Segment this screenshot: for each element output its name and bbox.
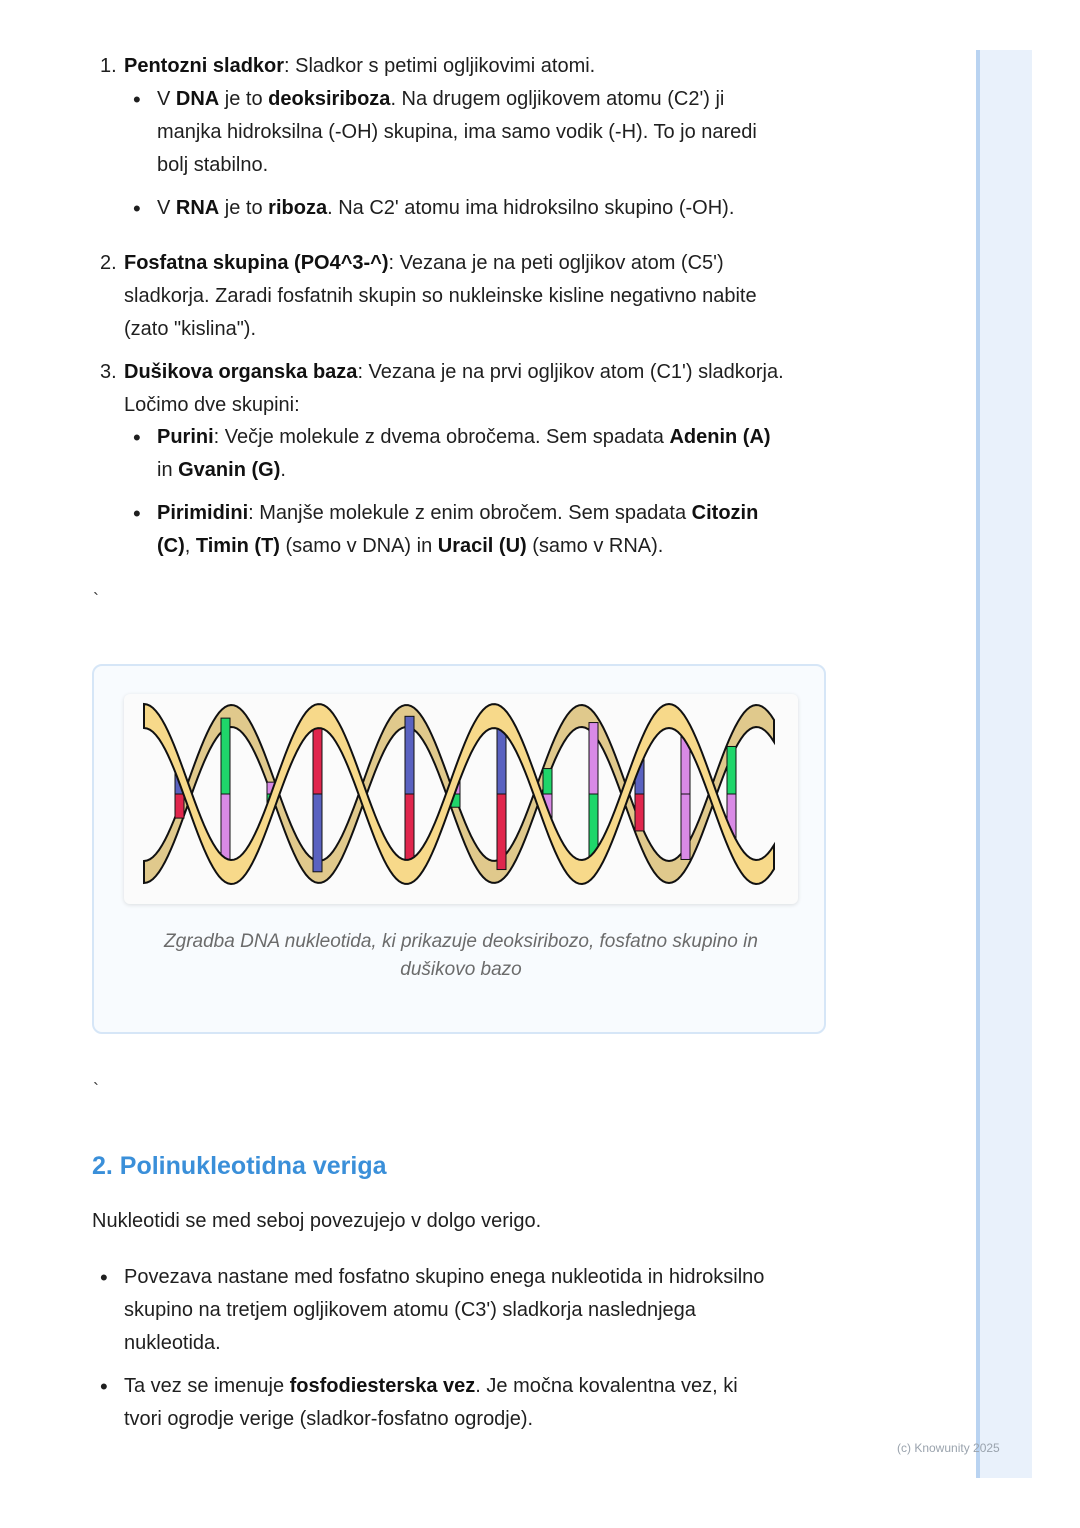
text: (samo v RNA). — [526, 535, 664, 557]
caption-line-2: dušikovo bazo — [400, 959, 522, 980]
base-pair-segment — [681, 794, 690, 859]
item2-line3: (zato "kislina"). — [124, 318, 257, 340]
bold-dna: DNA — [175, 88, 220, 110]
s2-bullet1-line3: nukleotida. — [124, 1332, 221, 1354]
text: : Manjše molekule z enim obročem. Sem spadata — [248, 502, 692, 524]
bullet-dot: • — [133, 196, 141, 221]
s2-bullet1-line2: skupino na tretjem ogljikovem atomu (C3') sladkorja naslednjega — [124, 1299, 696, 1321]
item3-bullet2-line2 — [157, 530, 663, 563]
list-number-3: 3. — [100, 361, 117, 383]
figure-box — [92, 664, 826, 1034]
item1-title: Pentozni sladkor — [124, 55, 285, 77]
bullet-dot: • — [100, 1374, 108, 1399]
base-pair-segment — [635, 794, 644, 831]
text: . Je močna kovalentna vez, ki — [475, 1375, 738, 1397]
item3-bullet1-line1 — [157, 421, 771, 454]
item1-line1 — [124, 50, 595, 83]
item3-bullet1-line2 — [157, 454, 286, 487]
item2-title: Fosfatna skupina (PO4^3-^) — [124, 252, 389, 274]
section-intro: Nukleotidi se med seboj povezujejo v dolgo verigo. — [92, 1210, 542, 1232]
dna-helix-illustration — [124, 694, 798, 904]
stray-backtick: ` — [93, 590, 99, 610]
bullet-dot: • — [133, 425, 141, 450]
stray-backtick: ` — [93, 1080, 99, 1100]
bold-deoksiriboza: deoksiriboza — [268, 88, 391, 110]
item1-bullet1-line2: manjka hidroksilna (-OH) skupina, ima samo vodik (-H). To jo naredi — [157, 121, 757, 143]
bold-timin: Timin (T) — [195, 535, 280, 557]
caption-line-1: Zgradba DNA nukleotida, ki prikazuje deoksiribozo, fosfatno skupino in — [164, 931, 758, 952]
item3-title: Dušikova organska baza — [124, 361, 358, 383]
bold-pirimidini: Pirimidini — [157, 502, 249, 524]
bold-gvanin: Gvanin (G) — [178, 459, 281, 481]
list-number-1: 1. — [100, 55, 117, 77]
item2-rest: : Vezana je na peti ogljikov atom (C5') — [388, 252, 724, 274]
list-number-2: 2. — [100, 252, 117, 274]
item3-bullet2-line1 — [157, 497, 758, 530]
bold-adenin: Adenin (A) — [669, 426, 771, 448]
item2-line2: sladkorja. Zaradi fosfatnih skupin so nukleinske kisline negativno nabite — [124, 285, 757, 307]
s2-bullet2-line1 — [124, 1370, 738, 1403]
text: je to — [219, 88, 269, 110]
dna-helix-image — [124, 694, 798, 904]
text: V — [157, 88, 176, 110]
text: . — [280, 459, 286, 481]
base-pair-segment — [543, 769, 552, 794]
bullet-dot: • — [133, 501, 141, 526]
item1-rest: : Sladkor s petimi ogljikovimi atomi. — [284, 55, 596, 77]
bold-c: (C) — [157, 535, 185, 557]
text: V — [157, 197, 176, 219]
item1-bullet1-line3: bolj stabilno. — [157, 154, 269, 176]
bullet-dot: • — [100, 1265, 108, 1290]
base-pair-segment — [175, 794, 184, 818]
base-pair-segment — [405, 716, 414, 794]
s2-bullet1-line1: Povezava nastane med fosfatno skupino enega nukleotida in hidroksilno — [124, 1266, 765, 1288]
item3-rest: : Vezana je na prvi ogljikov atom (C1') sladkorja. — [357, 361, 784, 383]
base-pair-segment — [221, 718, 230, 794]
item1-bullet1-line1 — [157, 83, 724, 116]
bold-citozin: Citozin — [691, 502, 759, 524]
copyright-text: (c) Knowunity 2025 — [897, 1441, 1000, 1455]
text: Ta vez se imenuje — [124, 1375, 290, 1397]
text: je to — [219, 197, 269, 219]
text: in — [157, 459, 179, 481]
base-pair-segment — [589, 723, 598, 794]
s2-bullet2-line2: tvori ogrodje verige (sladkor-fosfatno ogrodje). — [124, 1408, 534, 1430]
right-sidebar — [976, 50, 1032, 1478]
bold-fosfodiesterska: fosfodiesterska vez — [289, 1375, 476, 1397]
base-pair-segment — [727, 746, 736, 794]
base-pair-segment — [313, 794, 322, 872]
item3-line2: Ločimo dve skupini: — [124, 394, 300, 416]
text: , — [184, 535, 196, 557]
item3-line1 — [124, 356, 784, 389]
bold-purini: Purini — [157, 426, 214, 448]
item2-line1 — [124, 247, 724, 280]
section-heading: 2. Polinukleotidna veriga — [92, 1152, 387, 1180]
bold-rna: RNA — [175, 197, 220, 219]
text: (samo v DNA) in — [279, 535, 438, 557]
bullet-dot: • — [133, 87, 141, 112]
text: : Večje molekule z dvema obročema. Sem spadata — [213, 426, 670, 448]
figure-caption — [124, 928, 798, 984]
bold-riboza: riboza — [268, 197, 328, 219]
text: . Na drugem ogljikovem atomu (C2') ji — [390, 88, 725, 110]
base-pair-segment — [497, 794, 506, 870]
item1-bullet2 — [157, 192, 734, 225]
bold-uracil: Uracil (U) — [437, 535, 527, 557]
text: . Na C2' atomu ima hidroksilno skupino (-OH). — [327, 197, 735, 219]
